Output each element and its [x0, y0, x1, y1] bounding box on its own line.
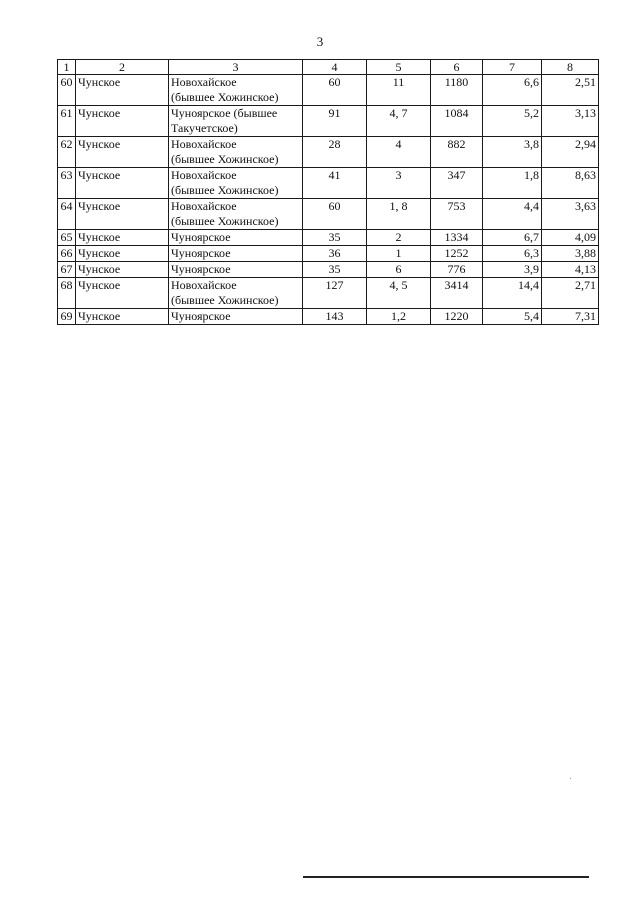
- page-number: 3: [316, 34, 324, 49]
- cell-col8: 3,13: [542, 106, 599, 137]
- cell-col6: 753: [431, 199, 483, 230]
- cell-col4: 36: [303, 246, 367, 262]
- cell-settlement: [169, 106, 303, 137]
- cell-col8: 2,71: [542, 278, 599, 309]
- table-row: [58, 278, 599, 309]
- settlement-line: (бывшее Хожинское): [171, 183, 279, 197]
- cell-col5: 6: [367, 262, 431, 278]
- settlement-line: (бывшее Хожинское): [171, 214, 279, 228]
- cell-district: Чунское: [76, 230, 169, 246]
- cell-col6: 1180: [431, 75, 483, 106]
- cell-district: Чунское: [76, 246, 169, 262]
- cell-district: Чунское: [76, 199, 169, 230]
- cell-col8: 4,09: [542, 230, 599, 246]
- settlement-line: Чуноярское: [171, 309, 231, 323]
- cell-district: Чунское: [76, 106, 169, 137]
- cell-settlement: [169, 137, 303, 168]
- cell-col7: 5,4: [483, 309, 542, 325]
- cell-settlement: [169, 278, 303, 309]
- settlement-line: Чуноярское: [171, 262, 231, 276]
- cell-col5: 4: [367, 137, 431, 168]
- settlement-line: Чуноярское: [171, 246, 231, 260]
- cell-col8: 2,94: [542, 137, 599, 168]
- cell-col4: 91: [303, 106, 367, 137]
- cell-col5: 2: [367, 230, 431, 246]
- cell-row-number: 63: [58, 168, 76, 199]
- settlement-line: Новохайское: [171, 75, 237, 89]
- cell-col7: 4,4: [483, 199, 542, 230]
- cell-col4: 35: [303, 230, 367, 246]
- cell-district: Чунское: [76, 309, 169, 325]
- cell-col6: 882: [431, 137, 483, 168]
- cell-district: Чунское: [76, 278, 169, 309]
- cell-row-number: 68: [58, 278, 76, 309]
- cell-row-number: 60: [58, 75, 76, 106]
- cell-row-number: 61: [58, 106, 76, 137]
- settlement-line: (бывшее Хожинское): [171, 90, 279, 104]
- settlement-line: Новохайское: [171, 278, 237, 292]
- cell-col8: 3,63: [542, 199, 599, 230]
- settlement-line: (бывшее Хожинское): [171, 152, 279, 166]
- cell-row-number: 65: [58, 230, 76, 246]
- settlement-line: Чуноярское: [171, 230, 231, 244]
- cell-col5: 1,2: [367, 309, 431, 325]
- cell-col7: 3,9: [483, 262, 542, 278]
- table-row: [58, 309, 599, 325]
- cell-district: Чунское: [76, 262, 169, 278]
- settlement-line: Чуноярское (бывшее: [171, 106, 278, 120]
- cell-settlement: [169, 309, 303, 325]
- table-row: [58, 246, 599, 262]
- settlement-line: Новохайское: [171, 168, 237, 182]
- cell-row-number: 64: [58, 199, 76, 230]
- cell-col8: 3,88: [542, 246, 599, 262]
- cell-settlement: [169, 246, 303, 262]
- forest-plots-table: [57, 59, 599, 325]
- column-header: 6: [431, 60, 483, 75]
- table-row: [58, 262, 599, 278]
- cell-col8: 7,31: [542, 309, 599, 325]
- cell-settlement: [169, 168, 303, 199]
- settlement-line: (бывшее Хожинское): [171, 293, 279, 307]
- cell-col4: 60: [303, 199, 367, 230]
- table-row: [58, 168, 599, 199]
- cell-settlement: [169, 262, 303, 278]
- bottom-rule: [303, 876, 589, 878]
- scan-speck: [570, 778, 571, 779]
- cell-col6: 347: [431, 168, 483, 199]
- cell-col7: 5,2: [483, 106, 542, 137]
- cell-col4: 35: [303, 262, 367, 278]
- cell-col7: 1,8: [483, 168, 542, 199]
- cell-row-number: 62: [58, 137, 76, 168]
- cell-col7: 14,4: [483, 278, 542, 309]
- settlement-line: Такучетское): [171, 121, 238, 135]
- column-header: 1: [58, 60, 76, 75]
- column-header: 2: [76, 60, 169, 75]
- cell-settlement: [169, 199, 303, 230]
- column-header: 8: [542, 60, 599, 75]
- settlement-line: Новохайское: [171, 199, 237, 213]
- cell-col4: 143: [303, 309, 367, 325]
- cell-col7: 6,3: [483, 246, 542, 262]
- table-row: [58, 137, 599, 168]
- cell-col6: 3414: [431, 278, 483, 309]
- table-row: [58, 230, 599, 246]
- column-header: 5: [367, 60, 431, 75]
- cell-col6: 1334: [431, 230, 483, 246]
- table-row: [58, 75, 599, 106]
- settlement-line: Новохайское: [171, 137, 237, 151]
- table-header-row: [58, 60, 599, 75]
- column-header: 4: [303, 60, 367, 75]
- cell-col5: 1: [367, 246, 431, 262]
- cell-col5: 3: [367, 168, 431, 199]
- cell-col4: 60: [303, 75, 367, 106]
- cell-col6: 776: [431, 262, 483, 278]
- cell-district: Чунское: [76, 168, 169, 199]
- cell-col5: 4, 7: [367, 106, 431, 137]
- cell-settlement: [169, 230, 303, 246]
- table-row: [58, 199, 599, 230]
- cell-col8: 2,51: [542, 75, 599, 106]
- cell-row-number: 67: [58, 262, 76, 278]
- column-header: 3: [169, 60, 303, 75]
- cell-col7: 3,8: [483, 137, 542, 168]
- cell-row-number: 66: [58, 246, 76, 262]
- cell-settlement: [169, 75, 303, 106]
- cell-col5: 1, 8: [367, 199, 431, 230]
- cell-col7: 6,6: [483, 75, 542, 106]
- table-row: [58, 106, 599, 137]
- cell-col6: 1220: [431, 309, 483, 325]
- cell-district: Чунское: [76, 137, 169, 168]
- cell-col5: 4, 5: [367, 278, 431, 309]
- cell-district: Чунское: [76, 75, 169, 106]
- cell-col4: 28: [303, 137, 367, 168]
- cell-col5: 11: [367, 75, 431, 106]
- cell-row-number: 69: [58, 309, 76, 325]
- cell-col4: 127: [303, 278, 367, 309]
- cell-col8: 8,63: [542, 168, 599, 199]
- cell-col8: 4,13: [542, 262, 599, 278]
- cell-col4: 41: [303, 168, 367, 199]
- cell-col7: 6,7: [483, 230, 542, 246]
- cell-col6: 1252: [431, 246, 483, 262]
- cell-col6: 1084: [431, 106, 483, 137]
- column-header: 7: [483, 60, 542, 75]
